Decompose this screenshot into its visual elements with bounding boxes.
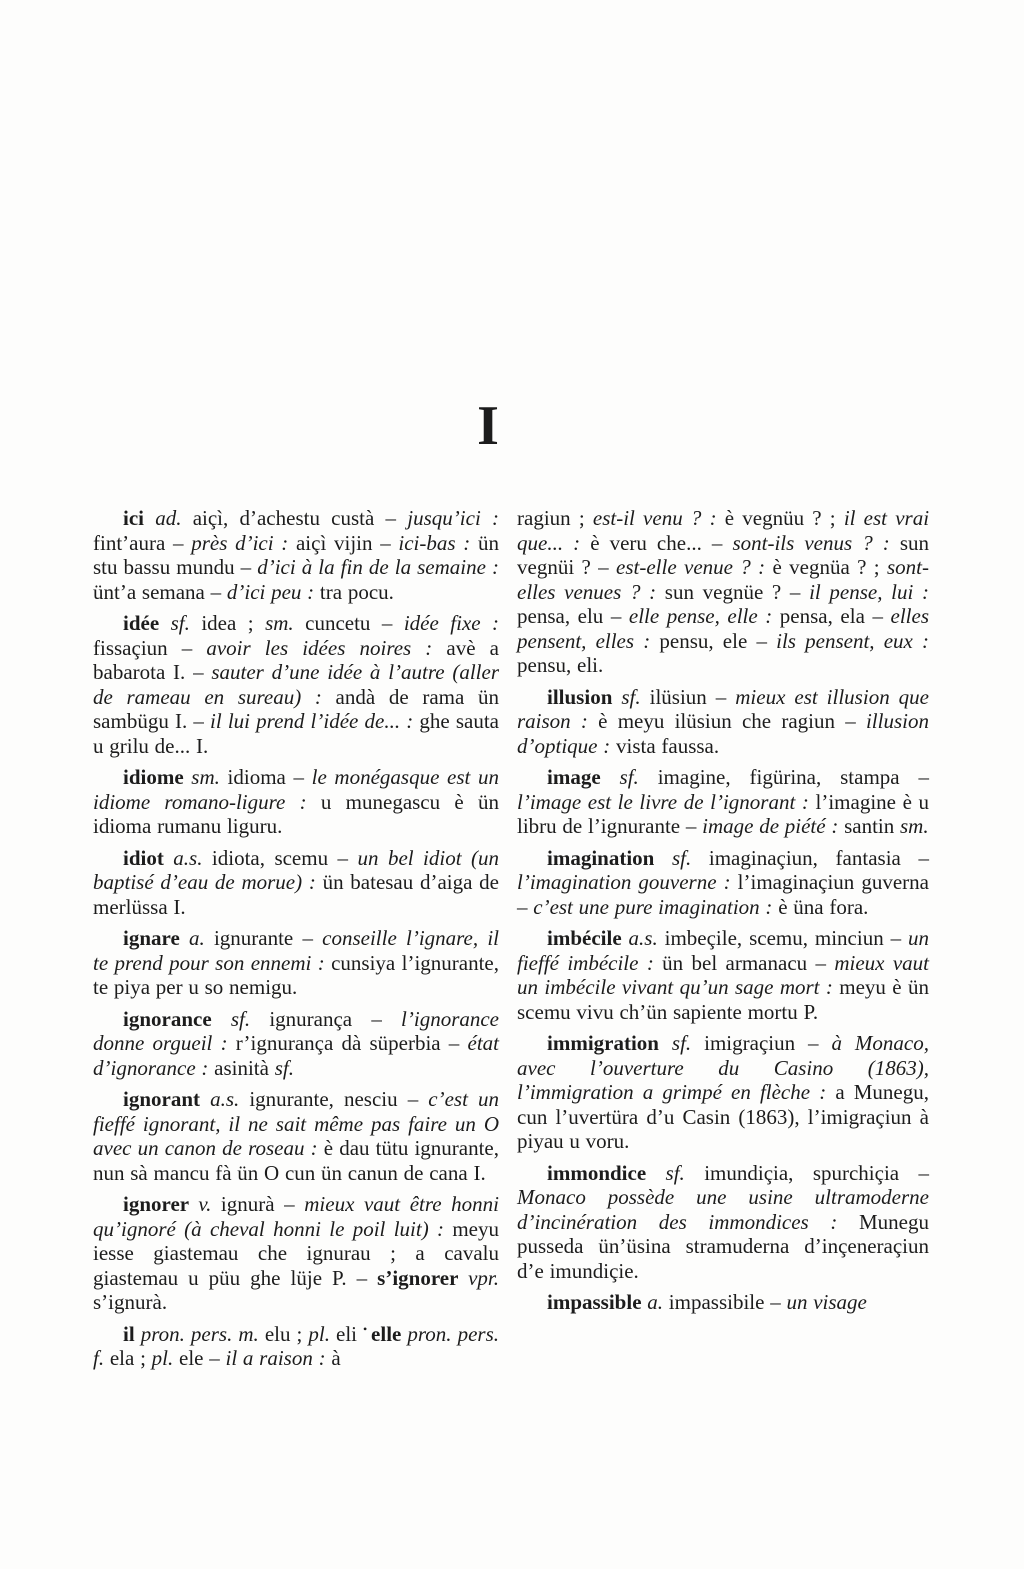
dictionary-entry-imagination: imagination sf. imaginaçiun, fantasia – l’imagination gouverne : l’imaginaçiun guverna – c’est une pure imagination : è üna fora. [517,845,930,919]
dictionary-entry-ignorer: ignorer v. ignurà – mieux vaut être honni qu’ignoré (à cheval honni le poil luit) : meyu iesse giastemau che ignurau ; a cavalu giastemau u püu ghe lüje P. – s’ignorer vpr. s’ignurà. [93,1192,500,1314]
dictionary-entry-ignorance: ignorance sf. ignurança – l’ignorance donne orgueil : r’ignurança dà süperbia – état d’ignorance : asinità sf. [93,1006,500,1080]
column-right [517,506,929,1378]
dictionary-entry-immondice: immondice sf. imundiçia, spurchiçia – Monaco possède une usine ultramoderne d’incinération des immondices : Munegu pusseda ün’üsina stramuderna d’inçeneraçiun d’e imundiçie. [517,1160,930,1283]
column-left [93,506,499,1378]
dictionary-entry-illusion: illusion sf. ilüsiun – mieux est illusion que raison : è meyu ilüsiun che ragiun – illusion d’optique : vista faussa. [517,684,929,758]
dictionary-entry-idee: idée sf. idea ; sm. cuncetu – idée fixe : fissaçiun – avoir les idées noires : avè a babarota I. – sauter d’une idée à l’autre (aller de rameau en sureau) : andà de rama ün sambügu I. – il lui prend l’idée de... : ghe sauta u grilu de... I. [93,611,500,758]
dictionary-entry-idiot: idiot a.s. idiota, scemu – un bel idiot (un baptisé d’eau de morue) : ün batesau d’aiga de merlüssa I. [93,845,499,919]
dictionary-entry-il-continuation: ragiun ; est-il venu ? : è vegnüu ? ; il est vrai que... : è veru che... – sont-ils venus ? : sun vegnüi ? – est-elle venue ? : è vegnüa ? ; sont-elles venues ? : sun vegnüe ? – il pense, lui : pensa, elu – elle pense, elle : pensa, ela – elles pensent, elles : pensu, ele – ils pensent, eux : pensu, eli. [517,506,930,677]
dictionary-entry-imbecile: imbécile a.s. imbeçile, scemu, minciun – un fieffé imbécile : ün bel armanacu – mieux vaut un imbécile vivant qu’un sage mort : meyu è ün scemu vivu ch’ün sapiente mortu P. [517,926,930,1024]
dictionary-entry-ignare: ignare a. ignurante – conseille l’ignare, il te prend pour son ennemi : cunsiya l’ignurante, te piya per u so nemigu. [93,926,499,999]
dictionary-entry-image: image sf. imagine, figürina, stampa – l’image est le livre de l’ignorant : l’imagine è u libru de l’ignurante – image de piété : santin sm. [517,765,929,838]
dictionary-entry-il: il pron. pers. m. elu ; pl. eli • elle pron. pers. f. ela ; pl. ele – il a raison : à [93,1321,500,1370]
dictionary-entry-ici: ici ad. aiçì, d’achestu custà – jusqu’ici : fint’aura – près d’ici : aiçì vijin – ici-bas : ün stu bassu mundu – d’ici à la fin de la semaine : ünt’a semana – d’ici peu : tra pocu. [93,506,500,604]
dictionary-entry-impassible: impassible a. impassibile – un visage [547,1290,867,1314]
text-columns [93,506,929,1378]
section-letter-heading: I [477,395,499,457]
dictionary-entry-idiome: idiome sm. idioma – le monégasque est un idiome romano-ligure : u munegascu è ün idioma rumanu liguru. [93,765,499,838]
dictionary-entry-ignorant: ignorant a.s. ignurante, nesciu – c’est un fieffé ignorant, il ne sait même pas faire un O avec un canon de roseau : è dau tütu ignurante, nun sà mancu fà ün O cun ün canun de cana I. [93,1087,499,1185]
dictionary-entry-immigration: immigration sf. imigraçiun – à Monaco, avec l’ouverture du Casino (1863), l’immigration a grimpé en flèche : a Munegu, cun l’uvertüra d’u Casin (1863), l’imigraçiun à piyau u voru. [517,1031,929,1153]
